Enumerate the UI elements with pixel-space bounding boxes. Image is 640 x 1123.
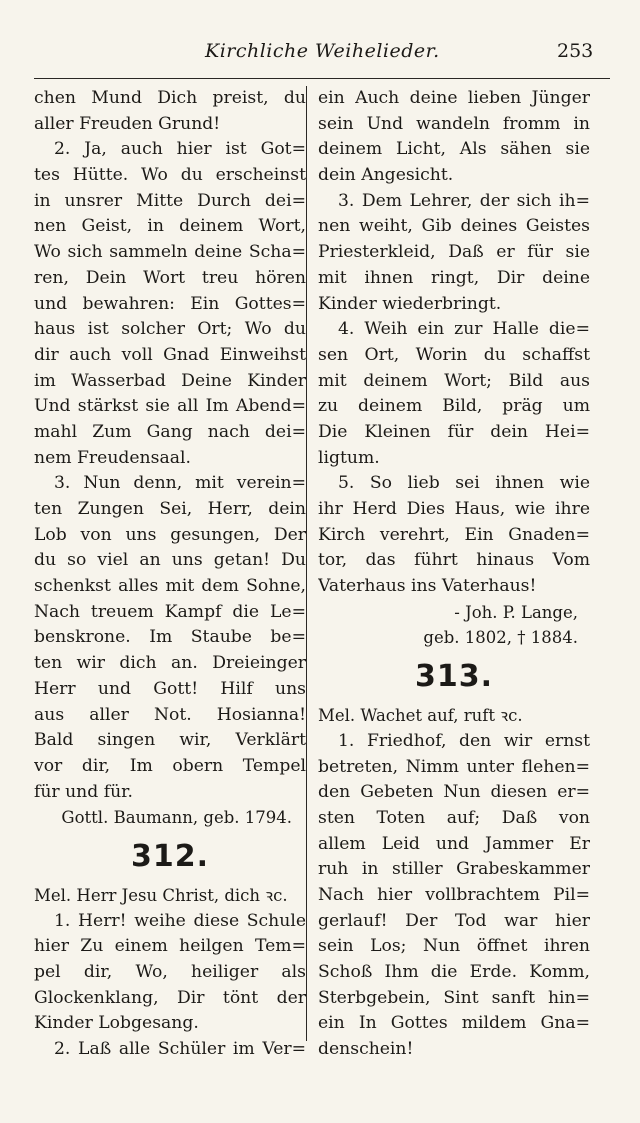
text-line: Schoß Ihm die Erde. Komm, — [318, 962, 590, 982]
text-line: 2. Ja, auch hier ist Got= — [54, 139, 306, 160]
left-column — [34, 86, 306, 1063]
text-line: betreten, Nimm unter flehen= — [318, 756, 590, 777]
text-line: Die Kleinen für dein Hei= — [318, 421, 590, 442]
text-line: den Gebeten Nun diesen er= — [318, 782, 590, 803]
text-line: Und stärkst sie all Im Abend= — [34, 396, 306, 417]
text-line: 1. Herr! weihe diese Schule — [54, 910, 306, 931]
hymn-311-continuation — [34, 86, 306, 831]
text-line: denschein! — [318, 1039, 414, 1060]
text-line: ren, Dein Wort treu hören — [34, 267, 306, 288]
text-line: mahl Zum Gang nach dei= — [34, 421, 306, 442]
text-line: Vaterhaus ins Vaterhaus! — [318, 576, 537, 597]
text-line: dein Angesicht. — [318, 165, 454, 186]
hymn-313-text — [318, 729, 590, 1063]
text-line: ein Auch deine lieben Jünger — [318, 88, 590, 108]
header-rule — [34, 78, 610, 79]
text-line: nem Freudensaal. — [34, 447, 191, 468]
text-line: mit deinem Wort; Bild aus — [318, 370, 590, 391]
text-line: zu deinem Bild, präg um — [318, 396, 590, 417]
text-line: 4. Weih ein zur Halle die= — [338, 319, 590, 340]
text-line: mit ihnen ringt, Dir deine — [318, 267, 590, 288]
author-credit-dates: geb. 1802, † 1884. — [423, 628, 578, 648]
text-line: Herr und Gott! Hilf uns — [34, 678, 306, 699]
hymn-number-312: 312. — [130, 838, 210, 874]
text-line: Nach hier vollbrachtem Pil= — [318, 884, 590, 905]
hymn-number-313: 313. — [414, 659, 494, 695]
running-title: Kirchliche Weihelieder. — [205, 40, 440, 62]
text-line: Kinder wiederbringt. — [318, 293, 502, 314]
text-line: 3. Nun denn, mit verein= — [54, 473, 306, 494]
text-line: sten Toten auf; Daß von — [318, 807, 590, 828]
text-line: Bald singen wir, Verklärt — [34, 730, 306, 751]
author-credit-name: - Joh. P. Lange, — [454, 602, 578, 622]
text-line: allem Leid und Jammer Er — [318, 833, 590, 854]
text-line: ten wir dich an. Dreieinger — [34, 653, 306, 674]
text-line: benskrone. Im Staube be= — [34, 627, 306, 648]
hymn-312-continuation — [318, 86, 590, 651]
text-line: dir auch voll Gnad Einweihst — [34, 344, 306, 365]
text-line: im Wasserbad Deine Kinder — [34, 370, 306, 391]
text-line: Nach treuem Kampf die Le= — [34, 601, 306, 622]
text-line: ihr Herd Dies Haus, wie ihre — [318, 499, 590, 519]
page-number: 253 — [557, 40, 594, 62]
text-line: 1. Friedhof, den wir ernst — [338, 730, 590, 751]
text-line: ten Zungen Sei, Herr, dein — [34, 499, 306, 519]
text-line: pel dir, Wo, heiliger als — [34, 962, 306, 982]
text-line: tes Hütte. Wo du erscheinst — [34, 165, 306, 186]
text-line: sein Los; Nun öffnet ihren — [318, 936, 590, 957]
author-credit: Gottl. Baumann, geb. 1794. — [61, 808, 292, 828]
text-line: 2. Laß alle Schüler im Ver= — [54, 1039, 306, 1060]
text-line: Wo sich sammeln deine Scha= — [34, 242, 306, 263]
text-line: Kirch verehrt, Ein Gnaden= — [318, 524, 590, 545]
text-line: in unsrer Mitte Durch dei= — [34, 190, 306, 211]
text-line: gerlauf! Der Tod war hier — [318, 910, 590, 931]
text-line: 5. So lieb sei ihnen wie — [338, 473, 590, 494]
text-line: aller Freuden Grund! — [34, 113, 221, 134]
text-line: und bewahren: Ein Gottes= — [34, 293, 306, 314]
text-line: ein In Gottes mildem Gna= — [318, 1013, 590, 1034]
text-line: ligtum. — [318, 447, 380, 468]
text-line: aus aller Not. Hosianna! — [34, 704, 306, 725]
text-line: du so viel an uns getan! Du — [34, 550, 306, 571]
text-line: hier Zu einem heilgen Tem= — [34, 936, 306, 957]
text-line: nen weiht, Gib deines Geistes — [318, 216, 590, 237]
right-column — [318, 86, 590, 1063]
column-divider — [306, 86, 307, 1041]
melody-reference: Mel. Wachet auf, ruft ꝛc. — [318, 706, 523, 726]
text-line: nen Geist, in deinem Wort, — [34, 216, 306, 237]
hymn-312-text — [34, 909, 306, 1063]
text-line: 3. Dem Lehrer, der sich ih= — [338, 190, 590, 211]
text-line: Sterbgebein, Sint sanft hin= — [318, 987, 590, 1008]
text-line: chen Mund Dich preist, du — [34, 88, 306, 108]
text-line: für und für. — [34, 781, 133, 802]
text-line: haus ist solcher Ort; Wo du — [34, 319, 306, 340]
text-line: Priesterkleid, Daß er für sie — [318, 242, 590, 263]
text-line: sein Und wandeln fromm in — [318, 113, 590, 134]
text-line: Kinder Lobgesang. — [34, 1013, 199, 1034]
text-line: Glockenklang, Dir tönt der — [34, 987, 306, 1008]
text-line: deinem Licht, Als sähen sie — [318, 139, 590, 160]
melody-reference: Mel. Herr Jesu Christ, dich ꝛc. — [34, 885, 288, 905]
text-line: schenkst alles mit dem Sohne, — [34, 576, 306, 597]
text-line: Lob von uns gesungen, Der — [34, 524, 306, 545]
text-line: vor dir, Im obern Tempel — [34, 755, 306, 776]
text-line: ruh in stiller Grabeskammer — [318, 859, 590, 880]
text-line: sen Ort, Worin du schaffst — [318, 344, 590, 365]
text-line: tor, das führt hinaus Vom — [318, 550, 590, 571]
